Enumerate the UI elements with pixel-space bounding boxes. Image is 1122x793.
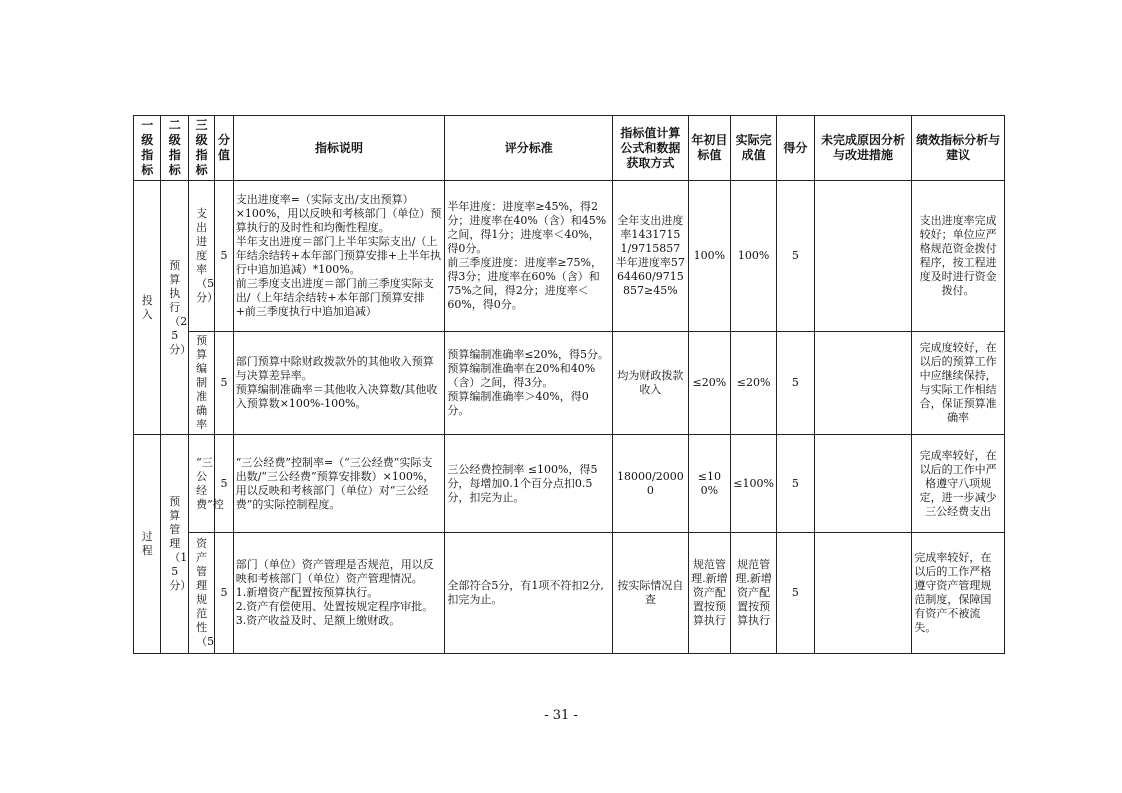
table-header-row (134, 116, 1005, 181)
performance-table (133, 115, 1005, 654)
desc-cell: “三公经费”控制率=（“三公经费”实际支出数/“三公经费”预算安排数）×100%，用以反映和考核部门（单位）对“三公经费”的实际控制程度。 (233, 435, 445, 533)
header-lvl3: 三级指标 (188, 116, 214, 181)
table-row (134, 181, 1005, 332)
reason-cell (814, 533, 912, 654)
header-reason: 未完成原因分析与改进措施 (814, 116, 912, 181)
header-criteria: 评分标准 (445, 116, 613, 181)
advice-cell: 完成率较好，在以后的工作中严格遵守八项规定，进一步减少三公经费支出 (912, 435, 1005, 533)
header-formula: 指标值计算公式和数据获取方式 (613, 116, 688, 181)
header-advice: 绩效指标分析与建议 (912, 116, 1005, 181)
score-cell: 5 (215, 181, 233, 332)
lvl1-cell: 投入 (134, 181, 161, 435)
criteria-cell: 半年进度：进度率≥45%，得2分；进度率在40%（含）和45%之间，得1分；进度率＜40%，得0分。 前三季度进度：进度率≥75%，得3分；进度率在60%（含）和75%之间，得2分；进度率＜60%，得0分。 (445, 181, 613, 332)
header-lvl2: 二级指标 (161, 116, 188, 181)
lvl3-cell: 支出进度率（5分） (188, 181, 214, 332)
reason-cell (814, 435, 912, 533)
got-cell: 5 (777, 332, 815, 435)
target-cell: ≤100% (688, 435, 731, 533)
target-cell: 100% (688, 181, 731, 332)
table-row (134, 435, 1005, 533)
lvl2-cell: 预算管理（15分） (161, 435, 188, 654)
score-cell: 5 (215, 533, 233, 654)
got-cell: 5 (777, 533, 815, 654)
table-row (134, 533, 1005, 654)
header-target: 年初目标值 (688, 116, 731, 181)
formula-cell: 均为财政拨款收入 (613, 332, 688, 435)
actual-cell: ≤100% (731, 435, 777, 533)
formula-cell: 18000/20000 (613, 435, 688, 533)
desc-cell: 部门预算中除财政拨款外的其他收入预算与决算差异率。 预算编制准确率＝其他收入决算数/其他收入预算数×100%-100%。 (233, 332, 445, 435)
desc-cell: 部门（单位）资产管理是否规范，用以反映和考核部门（单位）资产管理情况。 1.新增资产配置按预算执行。 2.资产有偿使用、处置按规定程序审批。 3.资产收益及时、足额上缴财政。 (233, 533, 445, 654)
got-cell: 5 (777, 435, 815, 533)
actual-cell: ≤20% (731, 332, 777, 435)
header-score: 分值 (215, 116, 233, 181)
lvl3-cell: 资产管理规范性（5 (188, 533, 214, 654)
score-cell: 5 (215, 435, 233, 533)
got-cell: 5 (777, 181, 815, 332)
table-row (134, 332, 1005, 435)
advice-cell: 完成度较好，在以后的预算工作中应继续保持，与实际工作相结合，保证预算准确率 (912, 332, 1005, 435)
header-lvl1: 一级指标 (134, 116, 161, 181)
actual-cell: 100% (731, 181, 777, 332)
formula-cell: 按实际情况自查 (613, 533, 688, 654)
page-number: - 31 - (544, 708, 578, 723)
formula-cell: 全年支出进度率14317151/9715857半年进度率5764460/9715857≥45% (613, 181, 688, 332)
lvl2-cell: 预算执行（25分） (161, 181, 188, 435)
header-desc: 指标说明 (233, 116, 445, 181)
header-got: 得分 (777, 116, 815, 181)
lvl3-cell: “三公经费”控 (188, 435, 214, 533)
header-actual: 实际完成值 (731, 116, 777, 181)
advice-cell: 支出进度率完成较好；单位应严格规范资金拨付程序，按工程进度及时进行资金拨付。 (912, 181, 1005, 332)
score-cell: 5 (215, 332, 233, 435)
criteria-cell: 三公经费控制率 ≤100%，得5分，每增加0.1个百分点扣0.5分，扣完为止。 (445, 435, 613, 533)
desc-cell: 支出进度率=（实际支出/支出预算）×100%，用以反映和考核部门（单位）预算执行的及时性和均衡性程度。 半年支出进度＝部门上半年实际支出/（上年结余结转+本年部门预算安排+上半年执行中追加追减）*100%。 前三季度支出进度＝部门前三季度实际支出/（上年结余结转+本年部门预算安排+前三季度执行中追加追减） (233, 181, 445, 332)
advice-cell: 完成率较好，在以后的工作严格遵守资产管理规范制度，保障国有资产不被流失。 (912, 533, 1005, 654)
criteria-cell: 预算编制准确率≤20%，得5分。 预算编制准确率在20%和40%（含）之间，得3分。 预算编制准确率＞40%，得0分。 (445, 332, 613, 435)
reason-cell (814, 332, 912, 435)
target-cell: 规范管理.新增资产配置按预算执行 (688, 533, 731, 654)
lvl3-cell: 预算编制准确率 (188, 332, 214, 435)
lvl1-cell: 过程 (134, 435, 161, 654)
target-cell: ≤20% (688, 332, 731, 435)
criteria-cell: 全部符合5分，有1项不符扣2分,扣完为止。 (445, 533, 613, 654)
actual-cell: 规范管理.新增资产配置按预算执行 (731, 533, 777, 654)
reason-cell (814, 181, 912, 332)
